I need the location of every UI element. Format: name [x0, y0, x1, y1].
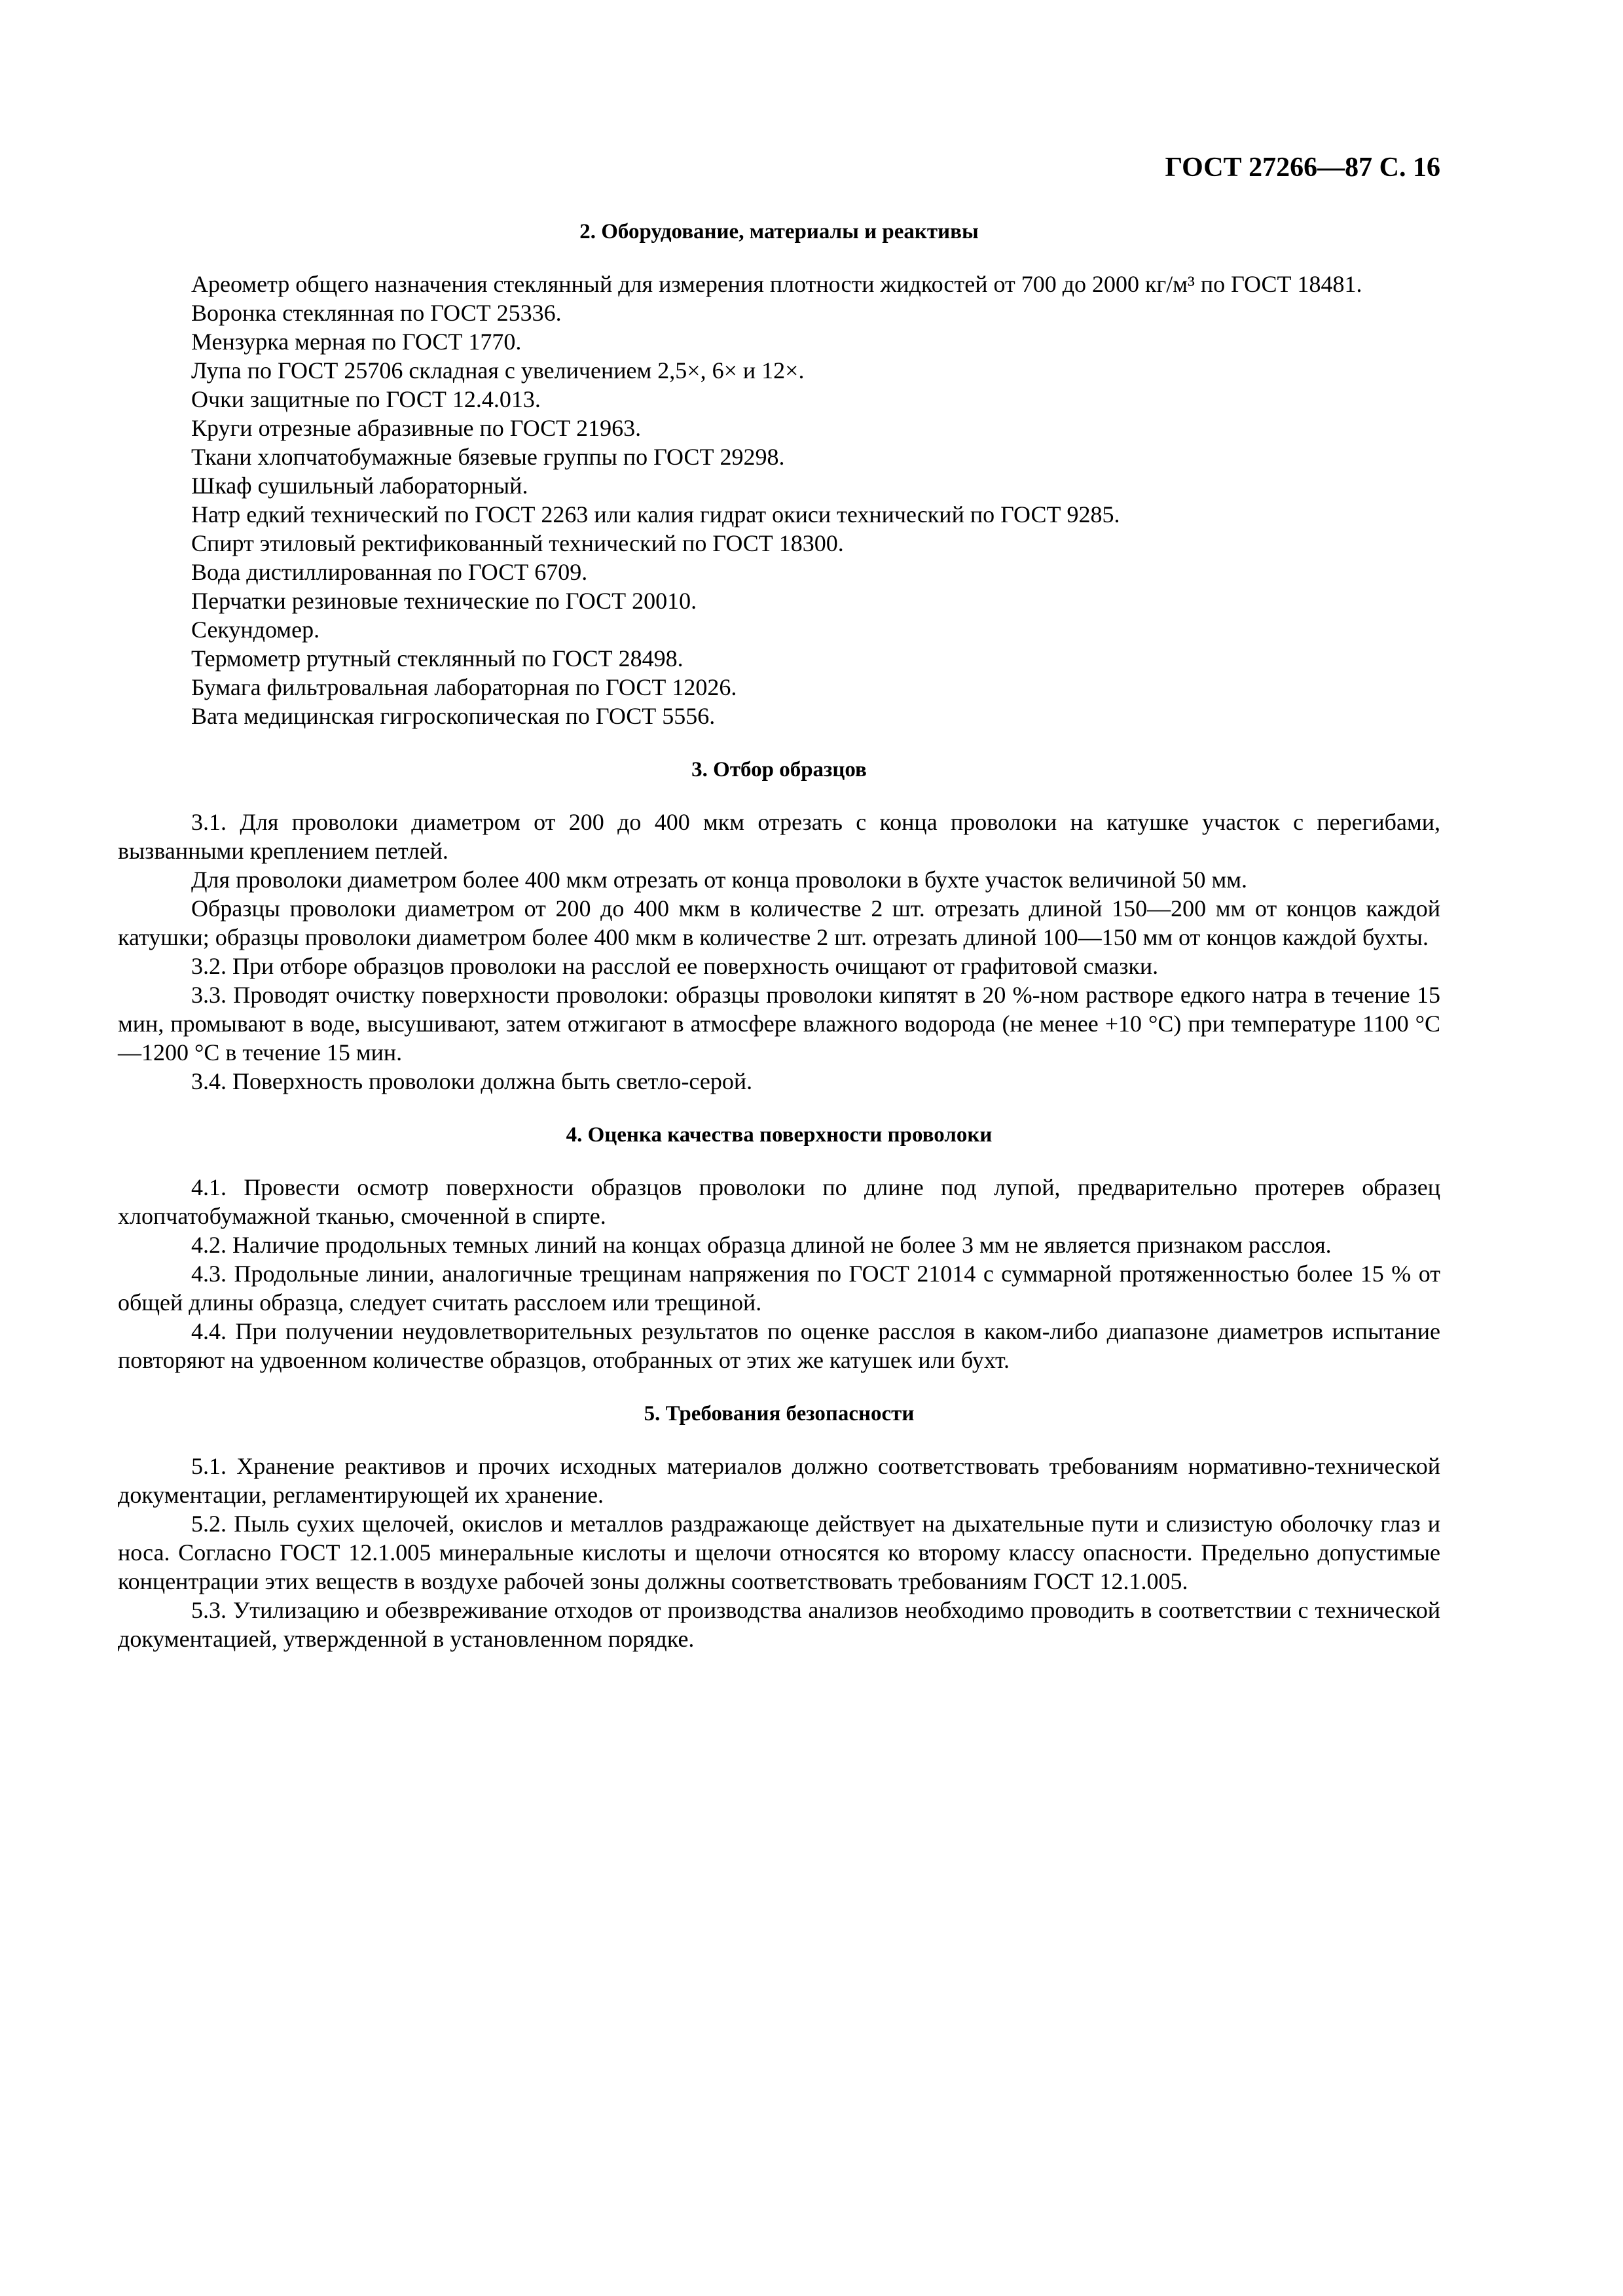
section-sampling	[118, 755, 1440, 1096]
paragraph: Мензурка мерная по ГОСТ 1770.	[191, 329, 522, 355]
paragraph: Термометр ртутный стеклянный по ГОСТ 28498.	[191, 645, 684, 672]
paragraph: Для проволоки диаметром более 400 мкм отрезать от конца проволоки в бухте участок величиной 50 мм.	[191, 867, 1248, 893]
paragraph: 5.3. Утилизацию и обезвреживание отходов от производства анализов необходимо проводить в соответствии с технической документацией, утвержденной в установленном порядке.	[118, 1597, 1440, 1652]
paragraph: 5.1. Хранение реактивов и прочих исходных материалов должно соответствовать требованиям нормативно-технической документации, регламентирующей их хранение.	[118, 1453, 1440, 1508]
paragraph: Шкаф сушильный лабораторный.	[191, 473, 528, 499]
section-title: 2. Оборудование, материалы и реактивы	[579, 220, 979, 243]
paragraph: Вата медицинская гигроскопическая по ГОСТ 5556.	[191, 703, 716, 729]
paragraph: Натр едкий технический по ГОСТ 2263 или калия гидрат окиси технический по ГОСТ 9285.	[191, 501, 1120, 528]
paragraph: Ткани хлопчатобумажные бязевые группы по ГОСТ 29298.	[191, 444, 785, 470]
paragraph: 4.4. При получении неудовлетворительных результатов по оценке расслоя в каком-либо диапазоне диаметров испытание повторяют на удвоенном количестве образцов, отобранных от этих же катушек или бухт.	[118, 1318, 1440, 1373]
paragraph: Очки защитные по ГОСТ 12.4.013.	[191, 386, 541, 412]
paragraph: 4.3. Продольные линии, аналогичные трещинам напряжения по ГОСТ 21014 с суммарной протяженностью более 15 % от общей длины образца, следует считать расслоем или трещиной.	[118, 1261, 1440, 1316]
paragraph: Перчатки резиновые технические по ГОСТ 20010.	[191, 588, 697, 614]
paragraph: Круги отрезные абразивные по ГОСТ 21963.	[191, 415, 642, 441]
section-title: 4. Оценка качества поверхности проволоки	[566, 1123, 993, 1147]
page-header: ГОСТ 27266—87 С. 16	[1165, 152, 1440, 183]
paragraph: 4.1. Провести осмотр поверхности образцов проволоки по длине под лупой, предварительно протерев образец хлопчатобумажной тканью, смоченной в спирте.	[118, 1174, 1440, 1229]
paragraph: Лупа по ГОСТ 25706 складная с увеличением 2,5×, 6× и 12×.	[191, 357, 805, 384]
paragraph: 3.1. Для проволоки диаметром от 200 до 400 мкм отрезать с конца проволоки на катушке участок с перегибами, вызванными креплением петлей.	[118, 809, 1440, 864]
paragraph: 3.3. Проводят очистку поверхности проволоки: образцы проволоки кипятят в 20 %-ном растворе едкого натра в течение 15 мин, промывают в воде, высушивают, затем отжигают в атмосфере влажного водорода (не менее +10 °С) при температуре 1100 °С—1200 °С в течение 15 мин.	[118, 982, 1440, 1066]
paragraph: 3.2. При отборе образцов проволоки на расслой ее поверхность очищают от графитовой смазки.	[191, 953, 1159, 979]
paragraph: Спирт этиловый ректификованный технический по ГОСТ 18300.	[191, 530, 844, 556]
section-quality-assessment	[118, 1121, 1440, 1374]
paragraph: 3.4. Поверхность проволоки должна быть светло-серой.	[191, 1068, 753, 1094]
paragraph: 5.2. Пыль сухих щелочей, окислов и металлов раздражающе действует на дыхательные пути и слизистую оболочку глаз и носа. Согласно ГОСТ 12.1.005 минеральные кислоты и щелочи относятся ко второму классу опасности. Предельно допустимые концентрации этих веществ в воздухе рабочей зоны должны соответствовать требованиям ГОСТ 12.1.005.	[118, 1511, 1440, 1594]
paragraph: Бумага фильтровальная лабораторная по ГОСТ 12026.	[191, 674, 737, 700]
paragraph: 4.2. Наличие продольных темных линий на концах образца длиной не более 3 мм не является признаком расслоя.	[191, 1232, 1332, 1258]
paragraph: Ареометр общего назначения стеклянный для измерения плотности жидкостей от 700 до 2000 кг/м³ по ГОСТ 18481.	[191, 271, 1362, 297]
section-title: 5. Требования безопасности	[644, 1402, 915, 1426]
paragraph: Вода дистиллированная по ГОСТ 6709.	[191, 559, 588, 585]
paragraph: Секундомер.	[191, 617, 320, 643]
paragraph: Воронка стеклянная по ГОСТ 25336.	[191, 300, 562, 326]
section-title: 3. Отбор образцов	[691, 758, 867, 781]
section-equipment	[118, 217, 1440, 730]
section-safety	[118, 1399, 1440, 1653]
document-page	[118, 151, 1440, 1653]
paragraph: Образцы проволоки диаметром от 200 до 400 мкм в количестве 2 шт. отрезать длиной 150—200 мм от концов каждой катушки; образцы проволоки диаметром более 400 мкм в количестве 2 шт. отрезать длиной 100—150 мм от концов каждой бухты.	[118, 895, 1440, 950]
